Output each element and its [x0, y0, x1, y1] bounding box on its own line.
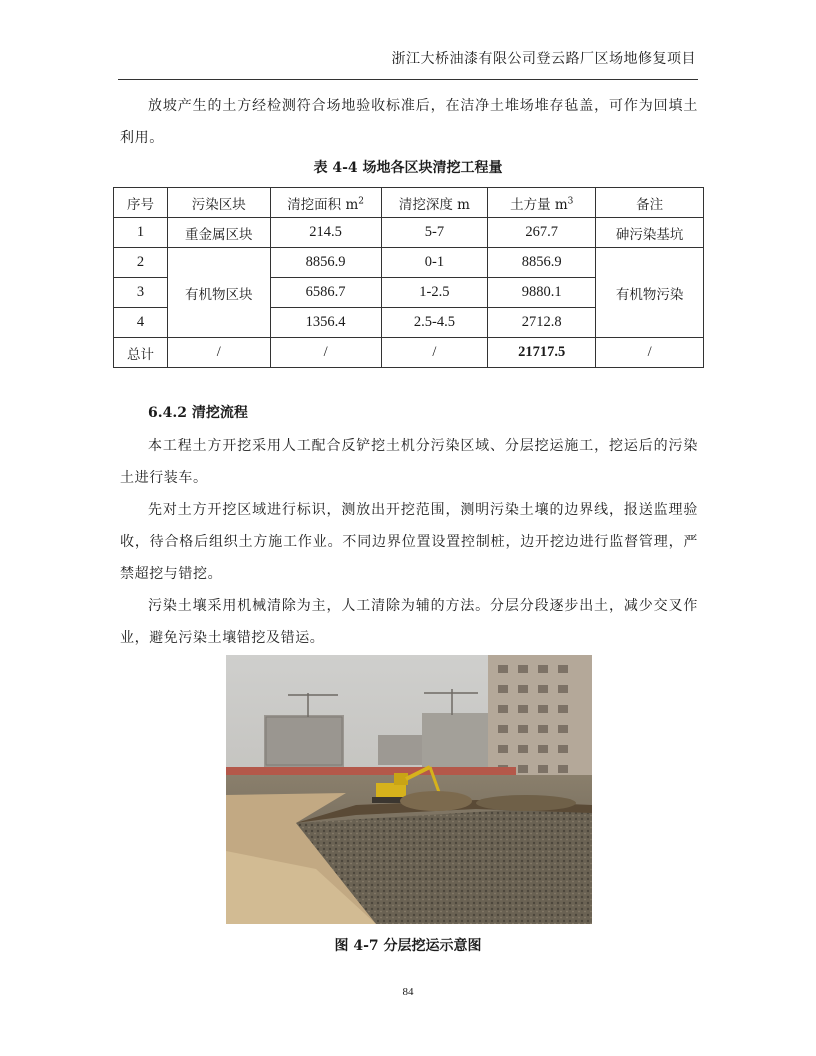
table-row [114, 248, 704, 278]
total-zone: / [167, 338, 270, 368]
row-zone: 有机物区块 [167, 248, 270, 338]
table-header-row [114, 188, 704, 218]
section-paragraph-1: 本工程土方开挖采用人工配合反铲挖土机分污染区域、分层挖运施工，挖运后的污染土进行装车。 [120, 438, 698, 486]
row-index: 4 [114, 308, 168, 338]
table-row [114, 218, 704, 248]
total-remark: / [596, 338, 704, 368]
header-area-label: 清挖面积 m [287, 196, 359, 213]
table-caption: 表 4-4 场地各区块清挖工程量 [313, 160, 503, 176]
row-depth: 5-7 [381, 218, 488, 248]
header-area-sup: 2 [358, 196, 365, 206]
header-depth: 清挖深度 m [381, 188, 488, 218]
row-area: 1356.4 [270, 308, 381, 338]
intro-paragraph: 放坡产生的土方经检测符合场地验收标准后，在洁净土堆场堆存毡盖，可作为回填土利用。 [120, 98, 698, 146]
header-zone: 污染区块 [167, 188, 270, 218]
row-volume: 267.7 [488, 218, 596, 248]
row-volume: 9880.1 [488, 278, 596, 308]
total-depth: / [381, 338, 488, 368]
header-volume-sup: 3 [567, 196, 574, 206]
row-depth: 2.5-4.5 [381, 308, 488, 338]
row-index: 2 [114, 248, 168, 278]
row-area: 214.5 [270, 218, 381, 248]
header-volume [488, 188, 596, 218]
excavation-table [113, 187, 704, 368]
page-header: 浙江大桥油漆有限公司登云路厂区场地修复项目 [391, 51, 696, 67]
section-paragraph-2: 先对土方开挖区域进行标识，测放出开挖范围，测明污染土壤的边界线，报送监理验收，待合格后组织土方施工作业。不同边界位置设置控制桩，边开挖边进行监督管理，严禁超挖与错挖。 [120, 502, 698, 582]
row-remark: 有机物污染 [596, 248, 704, 338]
total-volume: 21717.5 [488, 338, 596, 368]
row-remark: 砷污染基坑 [596, 218, 704, 248]
row-depth: 0-1 [381, 248, 488, 278]
row-volume: 8856.9 [488, 248, 596, 278]
figure-caption: 图 4-7 分层挖运示意图 [334, 938, 482, 954]
excavation-site-photo [226, 655, 592, 924]
page-number: 84 [402, 986, 414, 998]
row-area: 6586.7 [270, 278, 381, 308]
row-index: 1 [114, 218, 168, 248]
row-area: 8856.9 [270, 248, 381, 278]
header-area [270, 188, 381, 218]
header-remark: 备注 [596, 188, 704, 218]
header-divider [118, 79, 698, 80]
row-index: 3 [114, 278, 168, 308]
section-title: 6.4.2 清挖流程 [148, 405, 248, 421]
total-label: 总计 [114, 338, 168, 368]
section-paragraph-3: 污染土壤采用机械清除为主，人工清除为辅的方法。分层分段逐步出土，减少交叉作业，避免污染土壤错挖及错运。 [120, 598, 698, 646]
row-depth: 1-2.5 [381, 278, 488, 308]
row-zone: 重金属区块 [167, 218, 270, 248]
row-volume: 2712.8 [488, 308, 596, 338]
header-volume-label: 土方量 m [510, 196, 568, 213]
header-index: 序号 [114, 188, 168, 218]
total-area: / [270, 338, 381, 368]
table-total-row [114, 338, 704, 368]
